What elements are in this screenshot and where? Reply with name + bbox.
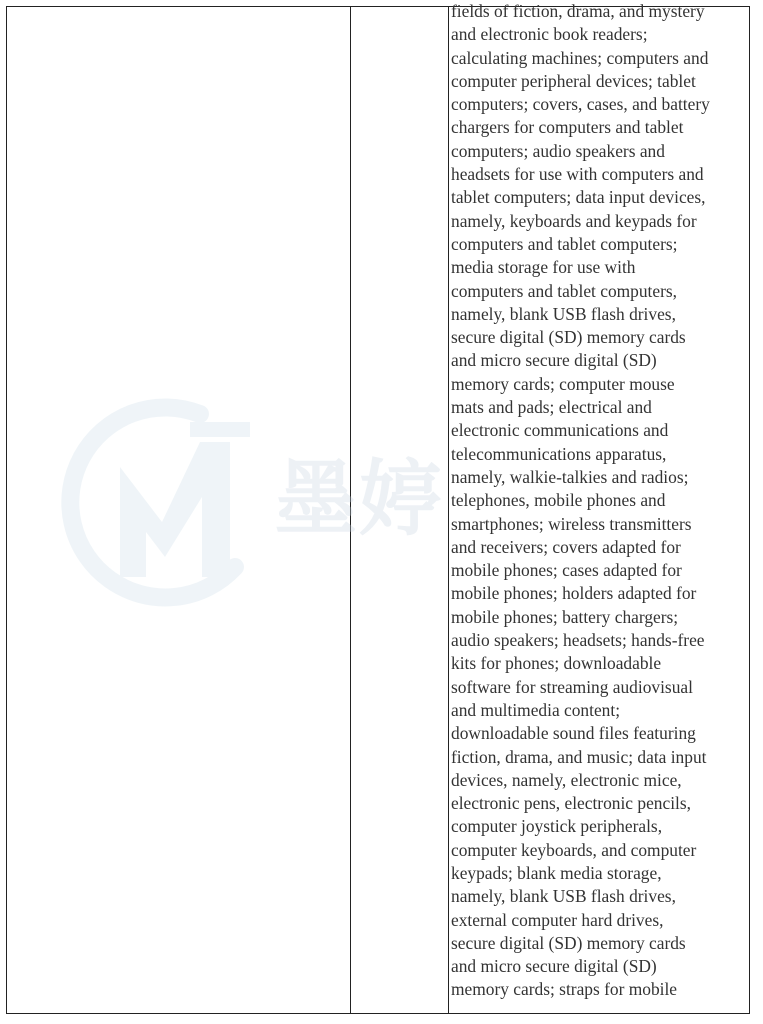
text-line: tablet computers; data input devices, [451, 187, 706, 208]
text-line: electronic communications and [451, 420, 669, 441]
text-line: namely, blank USB flash drives, [451, 303, 676, 324]
text-line: telecommunications apparatus, [451, 443, 667, 464]
text-line: secure digital (SD) memory cards [451, 327, 686, 348]
text-line: software for streaming audiovisual [451, 676, 693, 697]
text-line: calculating machines; computers and [451, 47, 709, 68]
text-line: kits for phones; downloadable [451, 653, 662, 674]
text-line: secure digital (SD) memory cards [451, 932, 686, 953]
column-divider [350, 7, 351, 1013]
text-line: namely, blank USB flash drives, [451, 886, 676, 907]
text-line: and multimedia content; [451, 699, 621, 720]
text-line: external computer hard drives, [451, 909, 664, 930]
text-line: computer keyboards, and computer [451, 839, 697, 860]
text-line: fiction, drama, and music; data input [451, 746, 707, 767]
text-line: computers and tablet computers, [451, 280, 678, 301]
text-line: mobile phones; cases adapted for [451, 560, 682, 581]
text-line: telephones, mobile phones and [451, 490, 666, 511]
goods-description-cell [451, 0, 741, 1002]
text-line: and micro secure digital (SD) [451, 956, 657, 977]
text-line: computers; audio speakers and [451, 140, 665, 161]
text-line: fields of fiction, drama, and mystery [451, 1, 705, 21]
text-line: mobile phones; holders adapted for [451, 583, 697, 604]
text-line: downloadable sound files featuring [451, 723, 696, 744]
text-line: mats and pads; electrical and [451, 397, 652, 418]
column-divider [448, 7, 449, 1013]
text-line: headsets for use with computers and [451, 164, 704, 185]
text-line: namely, walkie-talkies and radios; [451, 466, 689, 487]
text-line: devices, namely, electronic mice, [451, 769, 682, 790]
text-line: namely, keyboards and keypads for [451, 210, 697, 231]
text-line: keypads; blank media storage, [451, 862, 662, 883]
text-line: memory cards; straps for mobile [451, 979, 678, 1000]
text-line: electronic pens, electronic pencils, [451, 793, 691, 814]
text-line: computers; covers, cases, and battery [451, 94, 710, 115]
text-line: media storage for use with [451, 257, 636, 278]
text-line: and electronic book readers; [451, 24, 648, 45]
text-line: mobile phones; battery chargers; [451, 606, 679, 627]
watermark-text: 墨婷 [275, 452, 444, 547]
text-line: and micro secure digital (SD) [451, 350, 657, 371]
text-line: chargers for computers and tablet [451, 117, 684, 138]
text-line: computers and tablet computers; [451, 233, 678, 254]
text-line: smartphones; wireless transmitters [451, 513, 692, 534]
text-line: computer peripheral devices; tablet [451, 70, 696, 91]
text-line: memory cards; computer mouse [451, 373, 675, 394]
text-line: audio speakers; headsets; hands-free [451, 630, 705, 651]
text-line: computer joystick peripherals, [451, 816, 663, 837]
text-line: and receivers; covers adapted for [451, 536, 681, 557]
